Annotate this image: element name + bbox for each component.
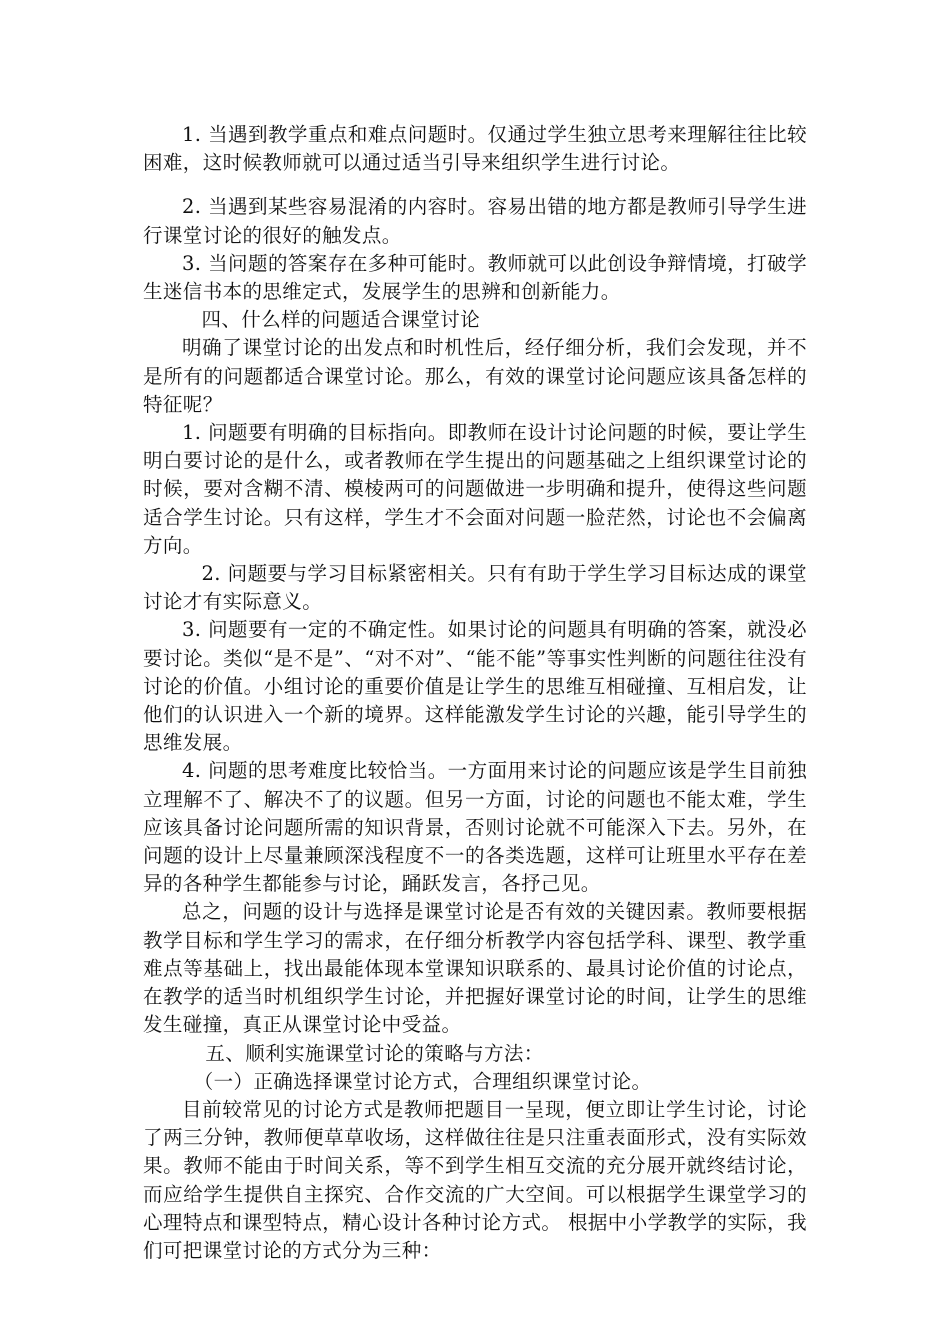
- section-heading-five: 五、顺利实施课堂讨论的策略与方法：: [205, 1041, 544, 1065]
- paragraph-summary: 总之，问题的设计与选择是课堂讨论是否有效的关键因素。教师要根据教学目标和学生学习的需求，在仔细分析教学内容包括学科、课型、教学重难点等基础上，找出最能体现本堂课知识联系的、最具讨论价值的讨论点，在教学的适当时机组织学生讨论，并把握好课堂讨论的时间，让学生的思维发生碰撞，真正从课堂讨论中受益。: [143, 900, 807, 1037]
- paragraph-intro-question-features: 明确了课堂讨论的出发点和时机性后，经仔细分析，我们会发现，并不是所有的问题都适合课堂讨论。那么，有效的课堂讨论问题应该具备怎样的特征呢？: [143, 336, 807, 416]
- paragraph-uncertainty: 3. 问题要有一定的不确定性。如果讨论的问题具有明确的答案，就没必要讨论。类似“是不是”、“对不对”、“能不能”等事实性判断的问题往往没有讨论的价值。小组讨论的重要价值是让学生的思维互相碰撞、互相启发，让他们的认识进入一个新的境界。这样能激发学生讨论的兴趣，能引导学生的思维发展。: [143, 618, 807, 755]
- paragraph-clear-target: 1. 问题要有明确的目标指向。即教师在设计讨论问题的时候，要让学生明白要讨论的是什么，或者教师在学生提出的问题基础之上组织课堂讨论的时候，要对含糊不清、模棱两可的问题做进一步明确和提升，使得这些问题适合学生讨论。只有这样，学生才不会面对问题一脸茫然，讨论也不会偏离方向。: [143, 421, 807, 557]
- paragraph-key-difficult-points: 1. 当遇到教学重点和难点问题时。仅通过学生独立思考来理解往往比较困难，这时候教师就可以通过适当引导来组织学生进行讨论。: [143, 123, 807, 175]
- subsection-heading-one: （一）正确选择课堂讨论方式，合理组织课堂讨论。: [193, 1069, 652, 1093]
- document-body: [143, 121, 807, 1265]
- section-heading-four: 四、什么样的问题适合课堂讨论: [201, 308, 481, 332]
- paragraph-difficulty: 4. 问题的思考难度比较恰当。一方面用来讨论的问题应该是学生目前独立理解不了、解决不了的议题。但另一方面，讨论的问题也不能太难，学生应该具备讨论问题所需的知识背景，否则讨论就不可能深入下去。另外，在问题的设计上尽量兼顾深浅程度不一的各类选题，这样可让班里水平存在差异的各种学生都能参与讨论，踊跃发言，各抒己见。: [143, 759, 807, 896]
- paragraph-learning-goals: 2. 问题要与学习目标紧密相关。只有有助于学生学习目标达成的课堂讨论才有实际意义。: [143, 562, 807, 614]
- paragraph-discussion-methods: 目前较常见的讨论方式是教师把题目一呈现，便立即让学生讨论，讨论了两三分钟，教师便草草收场，这样做往往是只注重表面形式，没有实际效果。教师不能由于时间关系，等不到学生相互交流的充分展开就终结讨论，而应给学生提供自主探究、合作交流的广大空间。可以根据学生课堂学习的心理特点和课型特点，精心设计各种讨论方式。 根据中小学教学的实际，我们可把课堂讨论的方式分为三种：: [143, 1097, 807, 1262]
- paragraph-multiple-answers: 3. 当问题的答案存在多种可能时。教师就可以此创设争辩情境，打破学生迷信书本的思维定式，发展学生的思辨和创新能力。: [143, 251, 807, 304]
- paragraph-confusing-content: 2. 当遇到某些容易混淆的内容时。容易出错的地方都是教师引导学生进行课堂讨论的很好的触发点。: [143, 195, 807, 247]
